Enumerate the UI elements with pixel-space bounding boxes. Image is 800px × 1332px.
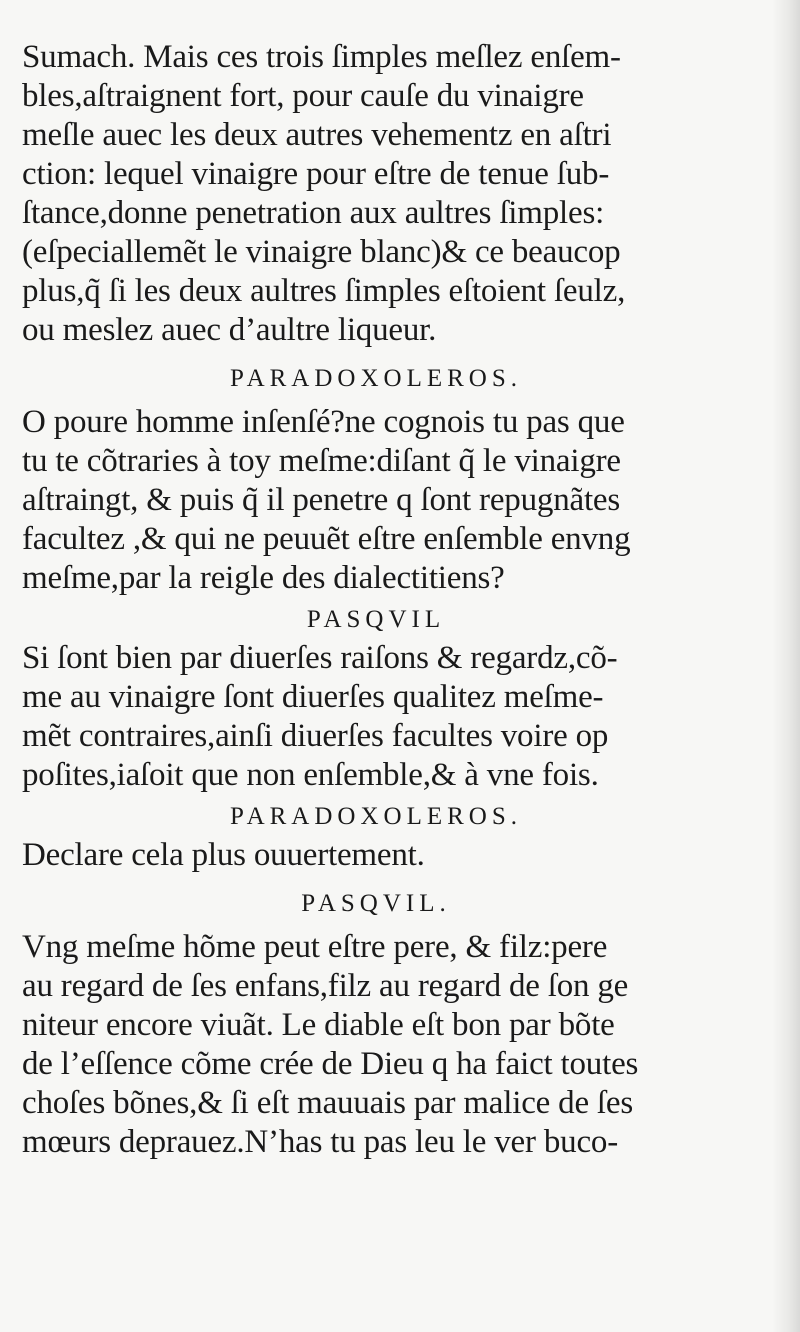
text-line: ſtance,donne penetration aux aultres ſimples: xyxy=(22,195,605,231)
paragraph-pasqvil-1 xyxy=(22,639,742,795)
speaker-heading: PASQVIL. xyxy=(301,890,451,917)
speaker-heading: PASQVIL xyxy=(306,606,446,633)
paragraph-sumach xyxy=(22,38,742,350)
text-line: niteur encore viuãt. Le diable eſt bon par bõte xyxy=(22,1007,615,1043)
paragraph-paradoxoleros-2 xyxy=(22,836,742,875)
text-line: aſtraingt, & puis q̃ il penetre q ſont repugnãtes xyxy=(22,482,620,518)
page-text xyxy=(22,38,742,1162)
text-line: ou meslez auec d’aultre liqueur. xyxy=(22,312,437,348)
text-line: Si ſont bien par diuerſes raiſons & regardz,cõ- xyxy=(22,640,618,676)
text-line: Vng meſme hõme peut eſtre pere, & filz:pere xyxy=(22,929,608,965)
text-line: bles,aſtraignent fort, pour cauſe du vinaigre xyxy=(22,78,584,114)
text-line: tu te cõtraries à toy meſme:diſant q̃ le vinaigre xyxy=(22,443,621,479)
text-line: au regard de ſes enfans,filz au regard de ſon ge xyxy=(22,968,629,1004)
text-line: ction: lequel vinaigre pour eſtre de tenue ſub- xyxy=(22,156,610,192)
text-line: Sumach. Mais ces trois ſimples meſlez enſem- xyxy=(22,39,621,75)
text-line: de l’eſſence cõme crée de Dieu q ha faict toutes xyxy=(22,1046,639,1082)
text-line: O poure homme inſenſé?ne cognois tu pas que xyxy=(22,404,625,440)
text-line: mẽt contraires,ainſi diuerſes facultes voire op xyxy=(22,718,609,754)
text-line: poſites,iaſoit que non enſemble,& à vne fois. xyxy=(22,757,599,793)
text-line: mœurs deprauez.N’has tu pas leu le ver buco- xyxy=(22,1124,618,1160)
speaker-heading: PARADOXOLEROS. xyxy=(229,365,523,392)
text-line: choſes bõnes,& ſi eſt mauuais par malice de ſes xyxy=(22,1085,633,1121)
text-line: me au vinaigre ſont diuerſes qualitez meſme- xyxy=(22,679,604,715)
text-line: facultez ,& qui ne peuuẽt eſtre enſemble envng xyxy=(22,521,631,557)
page-edge-shadow xyxy=(772,0,800,1332)
paragraph-paradoxoleros-1 xyxy=(22,403,742,598)
paragraph-pasqvil-2 xyxy=(22,928,742,1162)
text-line: meſle auec les deux autres vehementz en aſtri xyxy=(22,117,612,153)
speaker-heading: PARADOXOLEROS. xyxy=(229,803,523,830)
text-line: meſme,par la reigle des dialectitiens? xyxy=(22,560,505,596)
text-line: Declare cela plus ouuertement. xyxy=(22,837,425,873)
text-line: (eſpeciallemẽt le vinaigre blanc)& ce beaucop xyxy=(22,234,621,270)
text-line: plus,q̃ ſi les deux aultres ſimples eſtoient ſeulz, xyxy=(22,273,626,309)
